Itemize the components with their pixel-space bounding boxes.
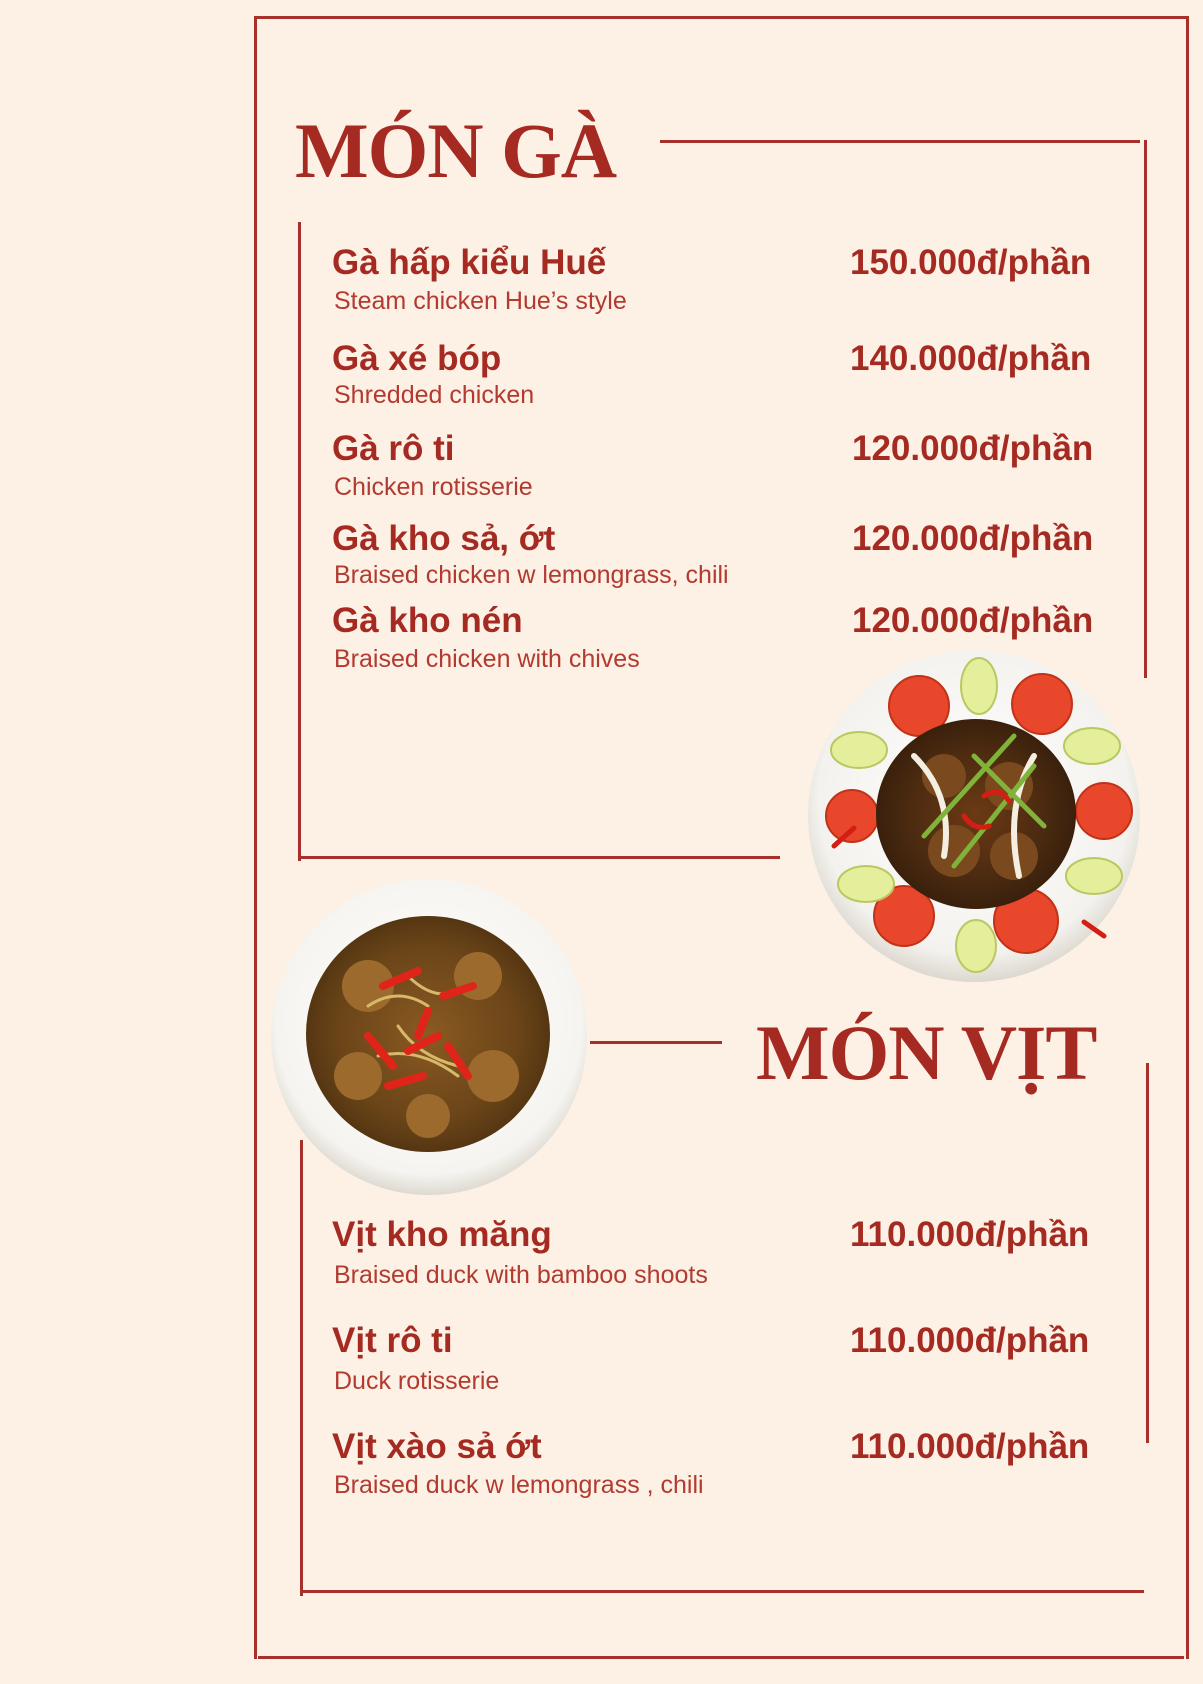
menu-item (332, 1322, 1132, 1402)
item-name: Vịt xào sả ớt (332, 1427, 542, 1466)
item-description: Steam chicken Hue’s style (334, 287, 627, 315)
item-name: Gà kho nén (332, 601, 523, 640)
item-name: Vịt kho măng (332, 1215, 552, 1254)
item-price: 140.000đ/phần (850, 339, 1092, 378)
item-name: Gà xé bóp (332, 339, 502, 378)
item-description: Duck rotisserie (334, 1367, 500, 1395)
menu-item (332, 244, 1132, 324)
chicken-dish-photo (804, 646, 1144, 986)
menu-item (332, 340, 1132, 420)
outer-frame-top (255, 16, 1189, 19)
item-price: 110.000đ/phần (850, 1215, 1090, 1254)
item-description: Braised chicken w lemongrass, chili (334, 561, 729, 589)
item-price: 120.000đ/phần (852, 519, 1094, 558)
section-title-chicken: MÓN GÀ (295, 107, 617, 194)
chicken-frame-left (298, 222, 301, 861)
item-description: Shredded chicken (334, 381, 535, 409)
item-price: 110.000đ/phần (850, 1321, 1090, 1360)
item-description: Braised duck w lemongrass , chili (334, 1471, 704, 1499)
menu-item (332, 1428, 1132, 1508)
item-price: 110.000đ/phần (850, 1427, 1090, 1466)
duck-title-rule (590, 1041, 722, 1044)
outer-frame-right (1186, 16, 1189, 1659)
item-name: Gà hấp kiểu Huế (332, 243, 607, 282)
menu-item (332, 1216, 1132, 1296)
item-price: 120.000đ/phần (852, 601, 1094, 640)
outer-frame-left (254, 16, 257, 1659)
duck-dish-photo (268, 876, 590, 1198)
menu-item (332, 520, 1132, 600)
chicken-frame-right (1144, 140, 1147, 678)
duck-frame-bottom (300, 1590, 1144, 1593)
duck-frame-right (1146, 1063, 1149, 1443)
item-price: 120.000đ/phần (852, 429, 1094, 468)
item-description: Braised duck with bamboo shoots (334, 1261, 708, 1289)
chicken-frame-bottom (298, 856, 780, 859)
section-title-duck: MÓN VỊT (756, 1009, 1097, 1096)
item-price: 150.000đ/phần (850, 243, 1092, 282)
duck-frame-left (300, 1140, 303, 1596)
chicken-title-rule (660, 140, 1140, 143)
item-description: Braised chicken with chives (334, 645, 640, 673)
menu-item (332, 430, 1132, 510)
item-description: Chicken rotisserie (334, 473, 533, 501)
item-name: Vịt rô ti (332, 1321, 453, 1360)
item-name: Gà kho sả, ớt (332, 519, 556, 558)
outer-frame-bottom (258, 1656, 1184, 1659)
item-name: Gà rô ti (332, 429, 455, 468)
